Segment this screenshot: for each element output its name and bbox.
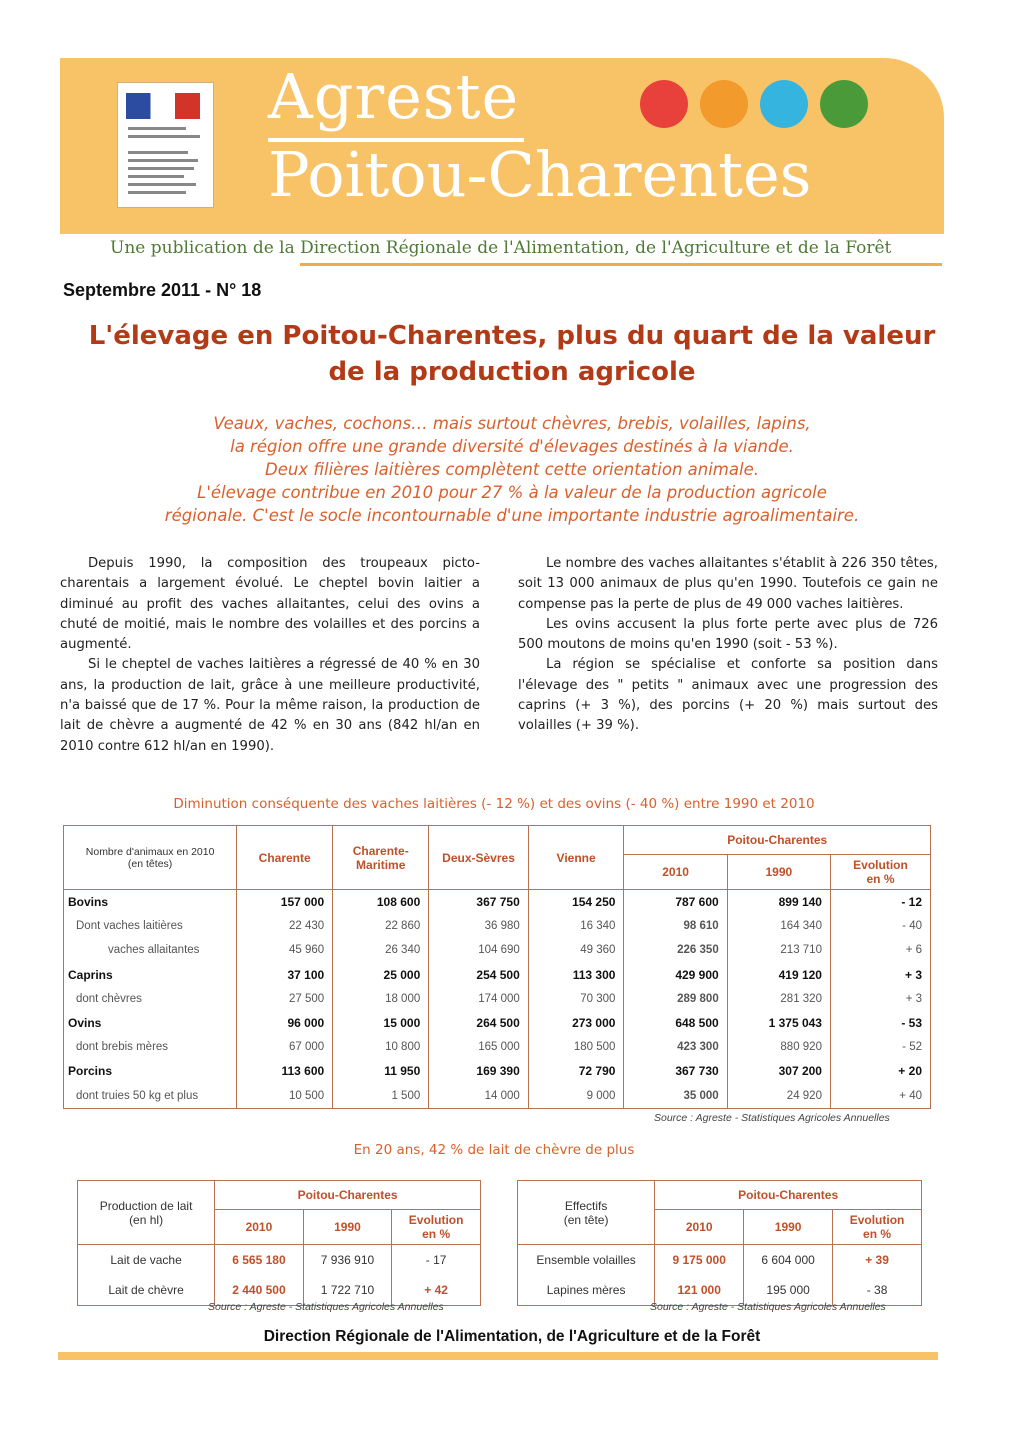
cell-ds: 104 690	[429, 938, 529, 962]
table-row	[64, 914, 931, 938]
cell-y2010: 367 730	[624, 1059, 727, 1083]
cell-y1990: 899 140	[727, 890, 830, 915]
intro-line: régionale. C'est le socle incontournable d'une importante industrie agroalimentaire.	[164, 506, 860, 525]
cell-evo: - 40	[830, 914, 930, 938]
col-evo-line: Evolution	[408, 1213, 464, 1227]
red-dot-icon	[640, 80, 688, 128]
cell-y2010: 6 565 180	[215, 1245, 304, 1276]
table2-corner	[78, 1181, 215, 1245]
table1-corner	[64, 826, 237, 890]
cell-y1990: 195 000	[744, 1275, 833, 1306]
col-poitou-charentes: Poitou-Charentes	[655, 1181, 922, 1210]
cell-y1990: 213 710	[727, 938, 830, 962]
cell-evo: - 17	[392, 1245, 481, 1276]
cell-label: dont chèvres	[64, 987, 237, 1011]
col-evolution	[830, 855, 930, 890]
cell-c: 157 000	[237, 890, 333, 915]
cell-y2010: 423 300	[624, 1035, 727, 1059]
cell-v: 9 000	[528, 1084, 624, 1109]
cell-c: 96 000	[237, 1011, 333, 1035]
body-paragraph: Les ovins accusent la plus forte perte avec plus de 726 500 moutons de moins qu'en 1990 (soit - 53 %).	[518, 616, 938, 653]
body-paragraph: Depuis 1990, la composition des troupeaux picto-charentais a largement évolué. Le cheptel bovin laitier a diminué au profit des vaches allaitantes, celui des ovins a chuté de moitié, mais le nombre des volailles et des porcins a augmenté.	[60, 556, 480, 653]
cell-ds: 254 500	[429, 963, 529, 987]
cell-evo: - 52	[830, 1035, 930, 1059]
table1-source: Source : Agreste - Statistiques Agricoles Annuelles	[654, 1112, 890, 1124]
cell-cm: 15 000	[333, 1011, 429, 1035]
cell-y1990: 307 200	[727, 1059, 830, 1083]
cell-c: 45 960	[237, 938, 333, 962]
cell-evo: + 3	[830, 963, 930, 987]
table-row	[64, 963, 931, 987]
cell-v: 16 340	[528, 914, 624, 938]
publication-direction: Direction Régionale de l'Alimentation, de l'Agriculture et de la Forêt	[300, 238, 892, 258]
poultry-table	[517, 1180, 922, 1306]
cell-label: Bovins	[64, 890, 237, 915]
cell-label: Porcins	[64, 1059, 237, 1083]
cell-y2010: 787 600	[624, 890, 727, 915]
col-2010: 2010	[655, 1210, 744, 1245]
table-row	[64, 938, 931, 962]
cell-cm: 10 800	[333, 1035, 429, 1059]
cell-y2010: 121 000	[655, 1275, 744, 1306]
cell-cm: 1 500	[333, 1084, 429, 1109]
cell-v: 180 500	[528, 1035, 624, 1059]
cell-y1990: 6 604 000	[744, 1245, 833, 1276]
col-1990: 1990	[727, 855, 830, 890]
col-evo-line: en %	[422, 1227, 451, 1241]
cell-cm: 108 600	[333, 890, 429, 915]
cell-label: Dont vaches laitières	[64, 914, 237, 938]
corner-line: (en têtes)	[127, 857, 173, 870]
publication-line	[110, 238, 891, 258]
footer-rule	[58, 1352, 938, 1360]
table-row	[64, 987, 931, 1011]
col-cm-line: Charente-	[352, 843, 409, 858]
cell-ds: 14 000	[429, 1084, 529, 1109]
table3-corner	[518, 1181, 655, 1245]
cell-evo: + 40	[830, 1084, 930, 1109]
body-paragraph: Le nombre des vaches allaitantes s'établit à 226 350 têtes, soit 13 000 animaux de plus qu'en 1990. Toutefois ce gain ne compense pas la perte de plus de 49 000 vaches laitières.	[518, 556, 938, 612]
table-row	[64, 1084, 931, 1109]
cell-label: vaches allaitantes	[64, 938, 237, 962]
table3-source: Source : Agreste - Statistiques Agricoles Annuelles	[650, 1301, 886, 1313]
corner-line: Nombre d'animaux en 2010	[85, 845, 215, 858]
cell-y2010: 289 800	[624, 987, 727, 1011]
cell-cm: 26 340	[333, 938, 429, 962]
brand-agreste: Agreste	[268, 60, 520, 133]
cell-y2010: 98 610	[624, 914, 727, 938]
cell-y2010: 648 500	[624, 1011, 727, 1035]
col-charente-maritime	[333, 826, 429, 890]
corner-line: (en hl)	[129, 1212, 164, 1227]
cell-evo: + 20	[830, 1059, 930, 1083]
col-evolution	[392, 1210, 481, 1245]
cell-y1990: 1 375 043	[727, 1011, 830, 1035]
col-evolution	[833, 1210, 922, 1245]
table2-caption: En 20 ans, 42 % de lait de chèvre de plus	[353, 1142, 635, 1158]
intro-paragraph	[80, 412, 944, 527]
table2-source: Source : Agreste - Statistiques Agricoles Annuelles	[208, 1301, 444, 1313]
blue-dot-icon	[760, 80, 808, 128]
cell-v: 72 790	[528, 1059, 624, 1083]
livestock-table	[63, 825, 931, 1109]
issue-number: Septembre 2011 - N° 18	[63, 280, 262, 300]
cell-label: Caprins	[64, 963, 237, 987]
col-2010: 2010	[624, 855, 727, 890]
col-poitou-charentes: Poitou-Charentes	[624, 826, 931, 855]
milk-production-table	[77, 1180, 481, 1306]
publication-rule	[300, 263, 942, 266]
col-vienne: Vienne	[528, 826, 624, 890]
cell-y1990: 419 120	[727, 963, 830, 987]
cell-evo: - 12	[830, 890, 930, 915]
cell-cm: 22 860	[333, 914, 429, 938]
body-column-right	[518, 554, 938, 737]
intro-line: Deux filières laitières complètent cette orientation animale.	[265, 460, 759, 479]
cell-evo: + 39	[833, 1245, 922, 1276]
cell-ds: 165 000	[429, 1035, 529, 1059]
col-1990: 1990	[744, 1210, 833, 1245]
cell-v: 70 300	[528, 987, 624, 1011]
table1-caption: Diminution conséquente des vaches laitières (- 12 %) et des ovins (- 40 %) entre 1990 et 2010	[173, 796, 815, 812]
table-row	[64, 1059, 931, 1083]
cell-label: Lait de chèvre	[78, 1275, 215, 1306]
cell-y1990: 880 920	[727, 1035, 830, 1059]
page-title	[70, 318, 954, 390]
cell-label: dont brebis mères	[64, 1035, 237, 1059]
orange-dot-icon	[700, 80, 748, 128]
table-row	[78, 1245, 481, 1276]
cell-y2010: 429 900	[624, 963, 727, 987]
cell-c: 22 430	[237, 914, 333, 938]
cell-cm: 25 000	[333, 963, 429, 987]
cell-label: Lait de vache	[78, 1245, 215, 1276]
cell-y1990: 7 936 910	[303, 1245, 392, 1276]
cell-evo: + 3	[830, 987, 930, 1011]
cell-evo: + 42	[392, 1275, 481, 1306]
cell-y2010: 35 000	[624, 1084, 727, 1109]
title-line: de la production agricole	[328, 357, 696, 387]
col-charente: Charente	[237, 826, 333, 890]
col-cm-line: Maritime	[356, 857, 406, 872]
cell-v: 273 000	[528, 1011, 624, 1035]
col-evo-line: Evolution	[853, 858, 908, 872]
body-paragraph: La région se spécialise et conforte sa position dans l'élevage des " petits " animaux avec une progression des caprins (+ 3 %), des porcins (+ 20 %) mais surtout des volailles (+ 39 %).	[518, 657, 938, 734]
cell-y2010: 2 440 500	[215, 1275, 304, 1306]
cell-evo: - 53	[830, 1011, 930, 1035]
cell-y1990: 164 340	[727, 914, 830, 938]
intro-line: L'élevage contribue en 2010 pour 27 % à la valeur de la production agricole	[197, 483, 827, 502]
cell-ds: 264 500	[429, 1011, 529, 1035]
green-dot-icon	[820, 80, 868, 128]
col-evo-line: en %	[866, 872, 895, 886]
col-1990: 1990	[303, 1210, 392, 1245]
cell-y2010: 226 350	[624, 938, 727, 962]
cell-label: Ensemble volailles	[518, 1245, 655, 1276]
cell-v: 154 250	[528, 890, 624, 915]
body-column-left	[60, 554, 480, 757]
table-row	[64, 1011, 931, 1035]
body-paragraph: Si le cheptel de vaches laitières a régressé de 40 % en 30 ans, la production de lait, grâce à une meilleure productivité, n'a baissé que de 17 %. Pour la même raison, la production de lait de chèvre a augmenté de 42 % en 30 ans (842 hl/an en 2010 contre 612 hl/an en 1990).	[60, 657, 480, 754]
corner-line: Production de lait	[99, 1198, 193, 1213]
cell-c: 113 600	[237, 1059, 333, 1083]
cell-c: 10 500	[237, 1084, 333, 1109]
col-poitou-charentes: Poitou-Charentes	[215, 1181, 481, 1210]
cell-label: Lapines mères	[518, 1275, 655, 1306]
corner-line: (en tête)	[563, 1212, 609, 1227]
cell-y2010: 9 175 000	[655, 1245, 744, 1276]
table-row	[64, 1035, 931, 1059]
table-row	[518, 1245, 922, 1276]
col-evo-line: en %	[863, 1227, 892, 1241]
cell-v: 49 360	[528, 938, 624, 962]
cell-c: 67 000	[237, 1035, 333, 1059]
col-deux-sevres: Deux-Sèvres	[429, 826, 529, 890]
cell-ds: 36 980	[429, 914, 529, 938]
brand-region: Poitou-Charentes	[268, 138, 812, 211]
cell-y1990: 281 320	[727, 987, 830, 1011]
cell-cm: 11 950	[333, 1059, 429, 1083]
table-row	[64, 890, 931, 915]
cell-ds: 174 000	[429, 987, 529, 1011]
intro-line: Veaux, vaches, cochons… mais surtout chèvres, brebis, volailles, lapins,	[213, 414, 811, 433]
footer-direction: Direction Régionale de l'Alimentation, de l'Agriculture et de la Forêt	[263, 1328, 761, 1345]
cell-v: 113 300	[528, 963, 624, 987]
cell-label: Ovins	[64, 1011, 237, 1035]
french-flag-icon	[126, 93, 200, 119]
cell-label: dont truies 50 kg et plus	[64, 1084, 237, 1109]
col-evo-line: Evolution	[849, 1213, 905, 1227]
cell-y1990: 24 920	[727, 1084, 830, 1109]
cell-evo: + 6	[830, 938, 930, 962]
cell-ds: 169 390	[429, 1059, 529, 1083]
cell-y1990: 1 722 710	[303, 1275, 392, 1306]
title-line: L'élevage en Poitou-Charentes, plus du quart de la valeur	[88, 321, 936, 351]
publication-prefix: Une publication de la	[110, 238, 295, 258]
cell-c: 37 100	[237, 963, 333, 987]
cell-ds: 367 750	[429, 890, 529, 915]
intro-line: la région offre une grande diversité d'élevages destinés à la viande.	[230, 437, 794, 456]
col-2010: 2010	[215, 1210, 304, 1245]
corner-line: Effectifs	[564, 1198, 608, 1213]
cell-evo: - 38	[833, 1275, 922, 1306]
cell-c: 27 500	[237, 987, 333, 1011]
cell-cm: 18 000	[333, 987, 429, 1011]
